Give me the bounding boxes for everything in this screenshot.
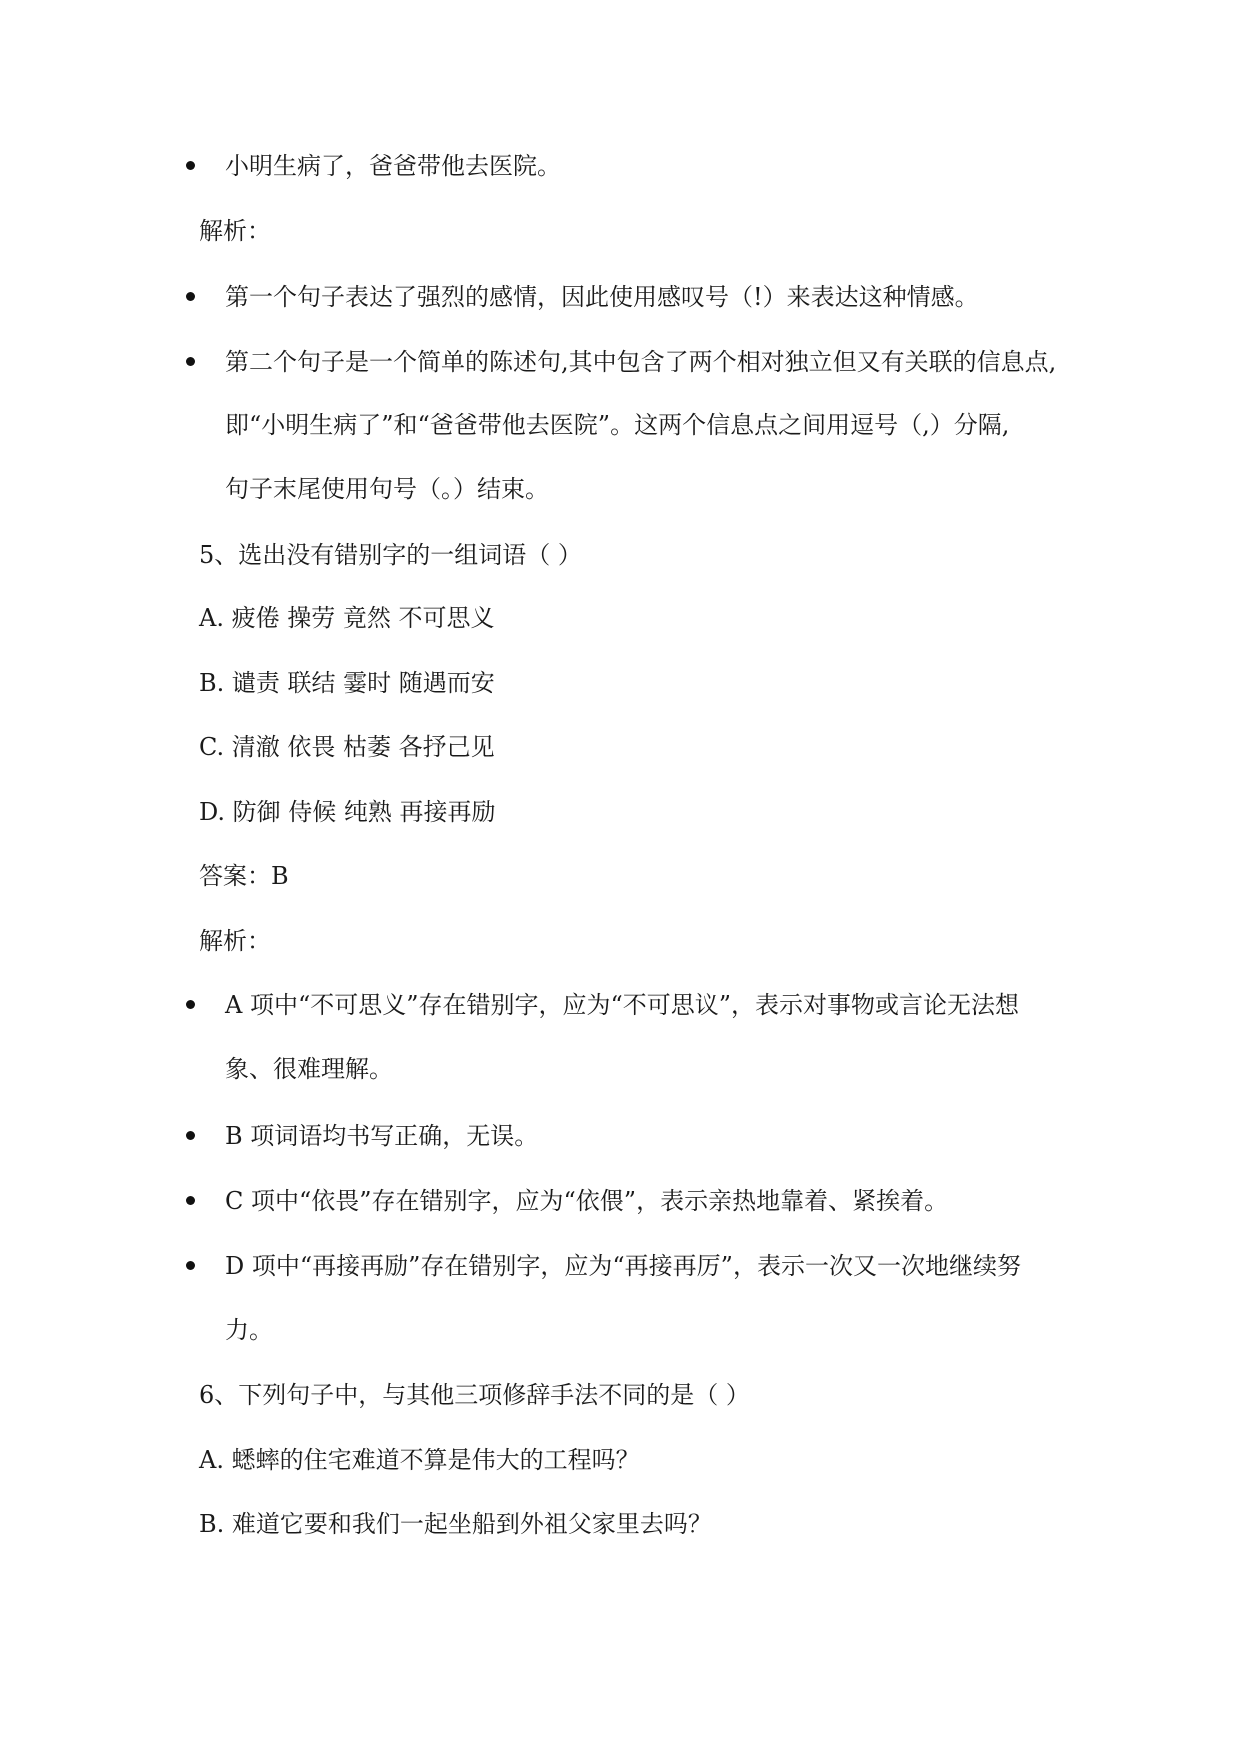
bullet-text: 小明生病了，爸爸带他去医院。 bbox=[225, 152, 561, 180]
question-6: 6、下列句子中，与其他三项修辞手法不同的是（ ） bbox=[199, 1381, 750, 1409]
question-6-option-b: B. 难道它要和我们一起坐船到外祖父家里去吗？ bbox=[199, 1510, 712, 1538]
bullet-text: D 项中“再接再励”存在错别字，应为“再接再厉”，表示一次又一次地继续努 bbox=[225, 1252, 1021, 1280]
bullet-text-continuation: 力。 bbox=[225, 1316, 273, 1344]
bullet-icon bbox=[186, 1261, 195, 1270]
bullet-icon bbox=[186, 1131, 195, 1140]
bullet-text-continuation: 句子末尾使用句号（。）结束。 bbox=[225, 475, 549, 503]
bullet-icon bbox=[186, 1196, 195, 1205]
bullet-icon bbox=[186, 1000, 195, 1009]
analysis-label: 解析： bbox=[199, 217, 271, 245]
bullet-text: 第一个句子表达了强烈的感情，因此使用感叹号（!）来表达这种情感。 bbox=[225, 283, 979, 311]
question-5-option-d: D. 防御 侍候 纯熟 再接再励 bbox=[199, 798, 496, 826]
question-5-option-a: A. 疲倦 操劳 竟然 不可思义 bbox=[199, 604, 495, 632]
bullet-text-continuation: 象、很难理解。 bbox=[225, 1055, 393, 1083]
analysis-label: 解析： bbox=[199, 927, 271, 955]
bullet-text: B 项词语均书写正确，无误。 bbox=[225, 1122, 539, 1150]
bullet-icon bbox=[186, 357, 195, 366]
answer-5: 答案：B bbox=[199, 862, 289, 890]
bullet-icon bbox=[186, 292, 195, 301]
bullet-text: 第二个句子是一个简单的陈述句,其中包含了两个相对独立但又有关联的信息点, bbox=[225, 348, 1057, 376]
bullet-text: C 项中“依畏”存在错别字，应为“依偎”，表示亲热地靠着、紧挨着。 bbox=[225, 1187, 949, 1215]
bullet-icon bbox=[186, 161, 195, 170]
bullet-text-continuation: 即“小明生病了”和“爸爸带他去医院”。这两个信息点之间用逗号（,）分隔, bbox=[225, 411, 1010, 439]
question-5-option-c: C. 清澈 依畏 枯萎 各抒己见 bbox=[199, 733, 495, 761]
question-6-option-a: A. 蟋蟀的住宅难道不算是伟大的工程吗？ bbox=[199, 1446, 640, 1474]
question-5-option-b: B. 谴责 联结 霎时 随遇而安 bbox=[199, 669, 495, 697]
question-5: 5、选出没有错别字的一组词语（ ） bbox=[199, 541, 582, 569]
bullet-text: A 项中“不可思义”存在错别字，应为“不可思议”，表示对事物或言论无法想 bbox=[225, 991, 1020, 1019]
